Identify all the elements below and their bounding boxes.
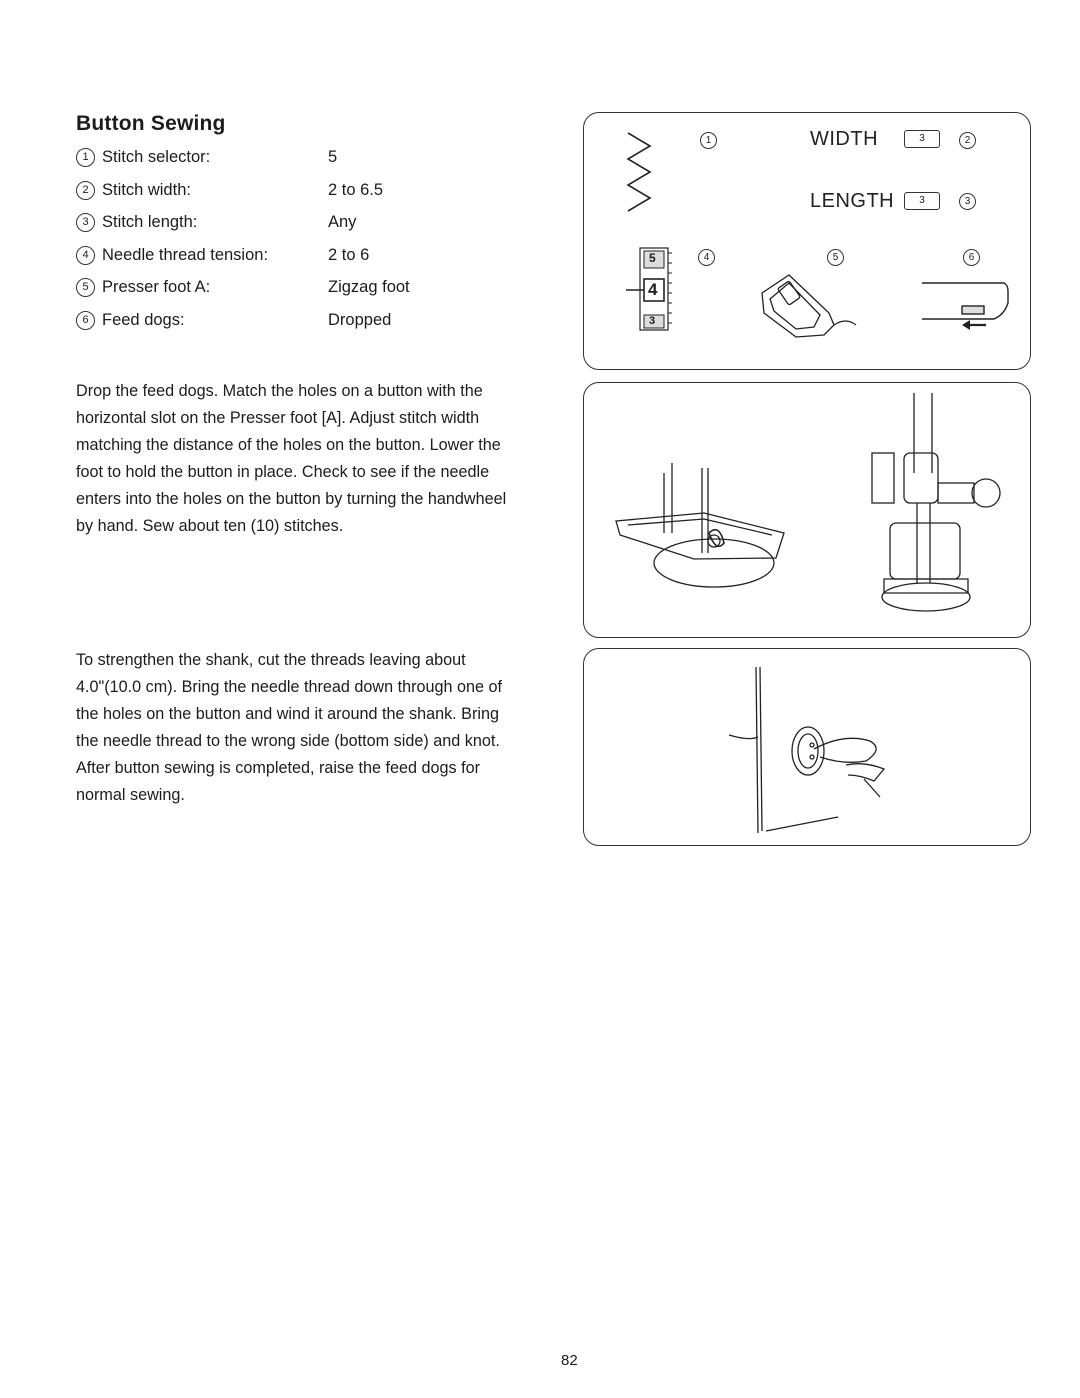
paragraph-line: the needle thread to the wrong side (bottom side) and knot. xyxy=(76,731,500,750)
setting-number: 6 xyxy=(76,311,95,330)
marker-2: 2 xyxy=(959,132,976,149)
tension-number-5: 5 xyxy=(649,251,656,265)
setting-value: 2 to 6 xyxy=(328,245,370,264)
tension-number-4: 4 xyxy=(648,280,658,299)
paragraph-line: by hand. Sew about ten (10) stitches. xyxy=(76,516,344,535)
setting-label: Stitch width: xyxy=(102,180,191,199)
length-label: LENGTH xyxy=(810,190,895,212)
width-box: 3 xyxy=(904,130,940,148)
setting-row xyxy=(76,276,536,309)
marker-6: 6 xyxy=(963,249,980,266)
paragraph-line: After button sewing is completed, raise the feed dogs for xyxy=(76,758,481,777)
setting-value: Any xyxy=(328,213,357,232)
setting-number: 1 xyxy=(76,148,95,167)
setting-row xyxy=(76,211,536,244)
marker-3: 3 xyxy=(959,193,976,210)
setting-value: Dropped xyxy=(328,310,392,329)
setting-value: 5 xyxy=(328,148,338,166)
thread-winding-illustration-panel xyxy=(583,648,1031,846)
setting-value: Zigzag foot xyxy=(328,278,410,297)
setting-number: 5 xyxy=(76,278,95,297)
thread-winding-illustration xyxy=(584,649,1030,845)
setting-label: Feed dogs: xyxy=(102,310,185,329)
paragraph-line: To strengthen the shank, cut the threads leaving about xyxy=(76,651,466,669)
paragraph-line: Drop the feed dogs. Match the holes on a button with the xyxy=(76,382,483,400)
fabric-and-button-icon xyxy=(729,667,884,833)
instruction-paragraph-2 xyxy=(76,647,556,808)
setting-value: 2 to 6.5 xyxy=(328,180,384,199)
paragraph-line: normal sewing. xyxy=(76,785,185,804)
setting-row xyxy=(76,244,536,277)
setting-number: 4 xyxy=(76,246,95,265)
marker-5: 5 xyxy=(827,249,844,266)
paragraph-line: foot to hold the button in place. Check to see if the needle xyxy=(76,462,490,481)
paragraph-line: horizontal slot on the Presser foot [A]. Adjust stitch width xyxy=(76,408,480,427)
section-title: Button Sewing xyxy=(76,112,226,135)
feed-dog-lever-icon xyxy=(922,283,1008,330)
page-number: 82 xyxy=(561,1352,578,1369)
paragraph-line: 4.0"(10.0 cm). Bring the needle thread down through one of xyxy=(76,677,502,696)
button-sewing-illustration xyxy=(584,383,1030,637)
tension-number-3: 3 xyxy=(649,315,656,327)
settings-diagram-panel xyxy=(583,112,1031,370)
button-sewing-illustration-panel xyxy=(583,382,1031,638)
setting-number: 3 xyxy=(76,213,95,232)
length-box: 3 xyxy=(904,192,940,210)
width-label: WIDTH xyxy=(810,128,879,150)
setting-row xyxy=(76,309,536,342)
paragraph-line: enters into the holes on the button by turning the handwheel xyxy=(76,489,507,508)
instruction-paragraph-1 xyxy=(76,378,556,539)
presser-foot-icon xyxy=(762,275,856,337)
setting-label: Needle thread tension: xyxy=(102,245,269,264)
paragraph-line: the holes on the button and wind it around the shank. Bring xyxy=(76,704,499,723)
setting-number: 2 xyxy=(76,181,95,200)
setting-row xyxy=(76,179,536,212)
paragraph-line: matching the distance of the holes on the button. Lower the xyxy=(76,435,501,454)
marker-1: 1 xyxy=(700,132,717,149)
setting-label: Stitch selector: xyxy=(102,148,211,166)
zigzag-stitch-icon xyxy=(628,133,650,211)
setting-label: Presser foot A: xyxy=(102,278,211,297)
presser-foot-front-view-icon xyxy=(872,393,1000,611)
presser-foot-side-view-icon xyxy=(616,463,784,587)
settings-diagram-art xyxy=(584,113,1030,369)
marker-4: 4 xyxy=(698,249,715,266)
setting-label: Stitch length: xyxy=(102,213,198,232)
settings-list xyxy=(76,146,536,342)
setting-row xyxy=(76,146,536,179)
